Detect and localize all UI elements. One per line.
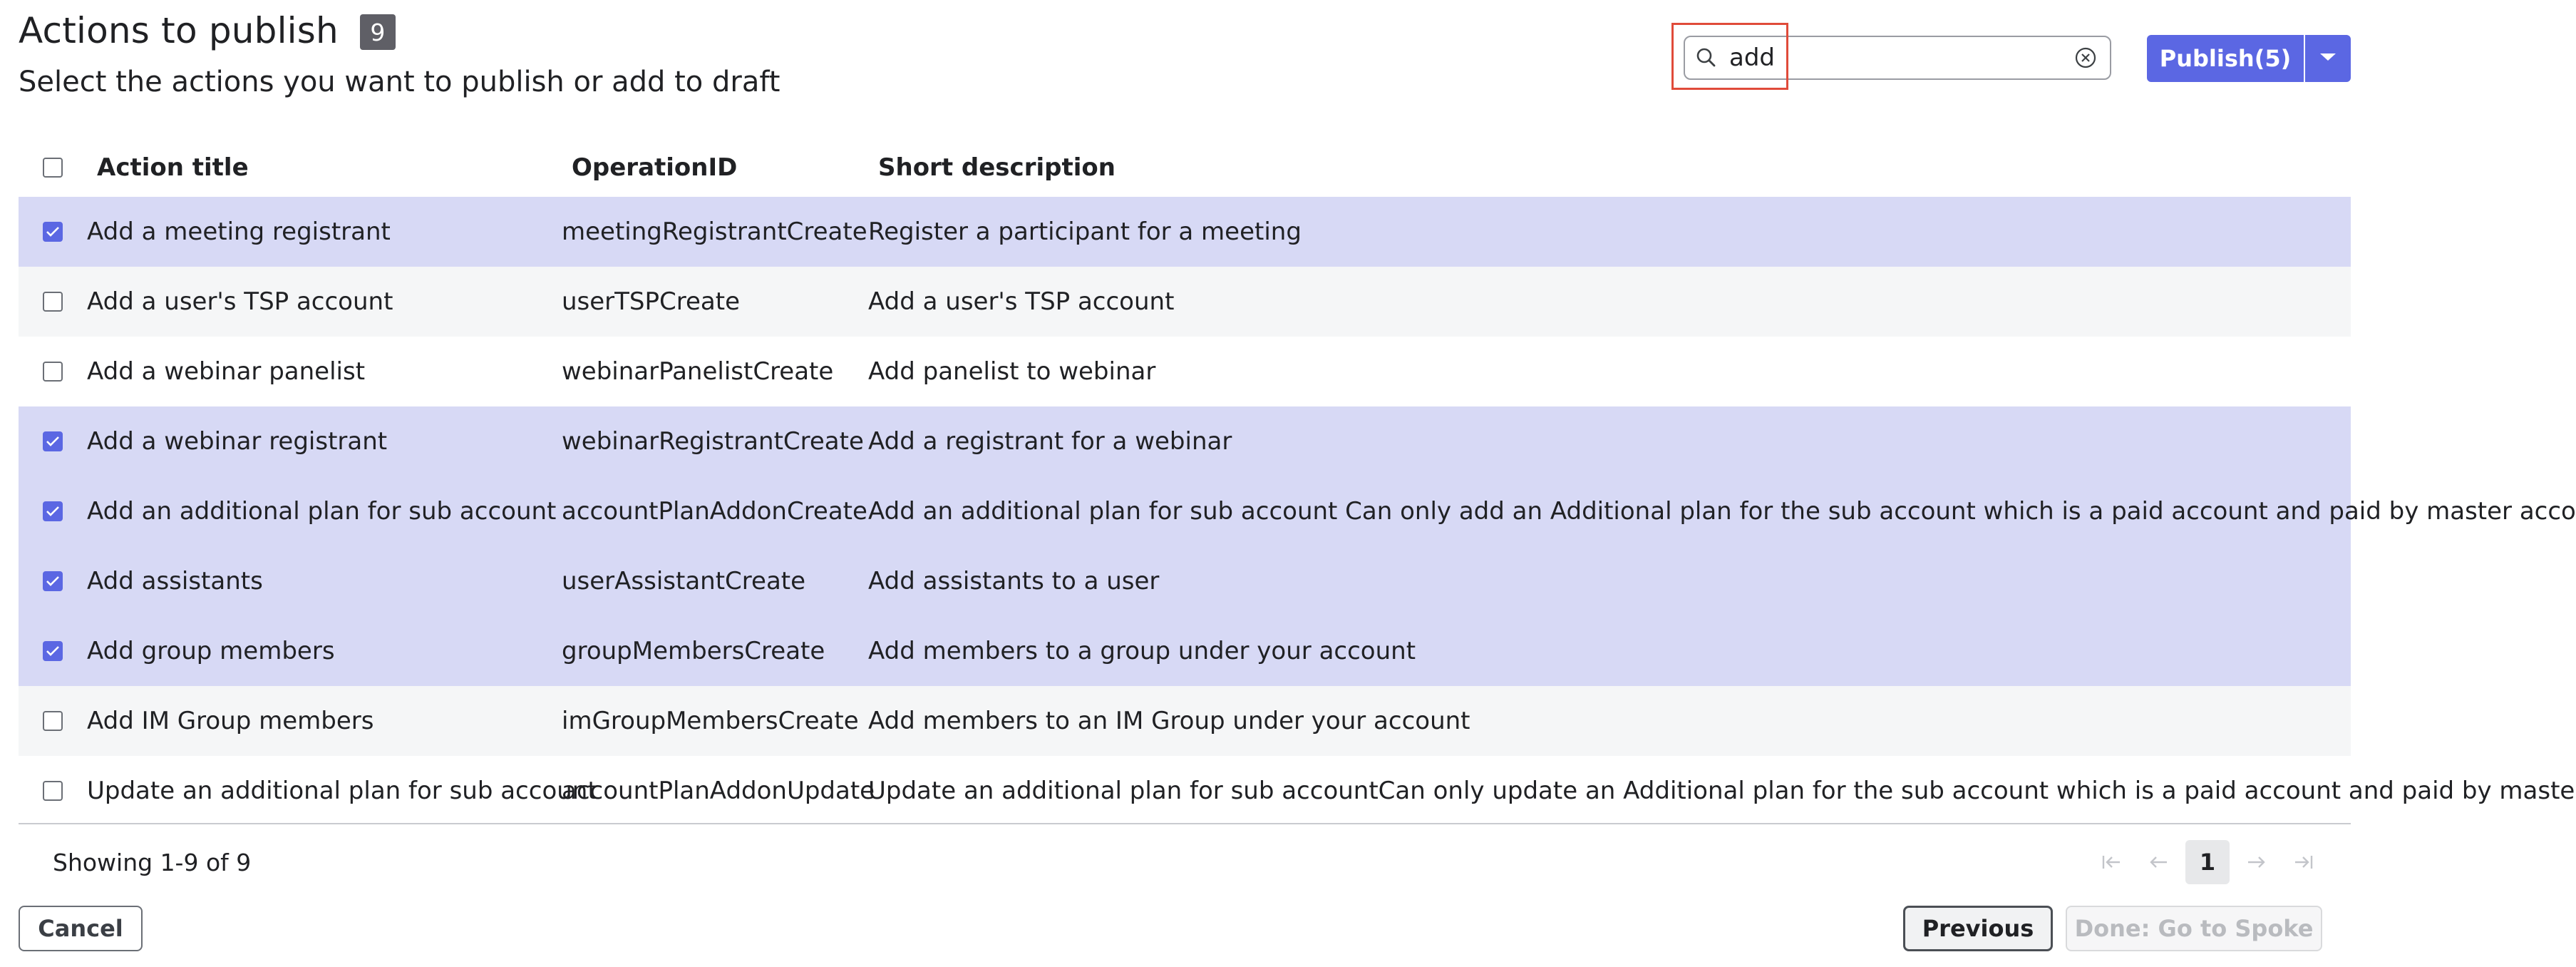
action-title-cell: Update an additional plan for sub account bbox=[87, 777, 597, 805]
action-title-cell: Add an additional plan for sub account bbox=[87, 497, 557, 526]
row-checkbox[interactable] bbox=[43, 571, 63, 591]
short-description-cell: Add members to a group under your account bbox=[868, 637, 1416, 665]
table-row[interactable] bbox=[19, 686, 2351, 756]
operation-id-cell: imGroupMembersCreate bbox=[562, 707, 859, 735]
operation-id-cell: groupMembersCreate bbox=[562, 637, 825, 665]
action-title-cell: Add IM Group members bbox=[87, 707, 374, 735]
table-divider bbox=[19, 823, 2351, 824]
action-title-cell: Add a meeting registrant bbox=[87, 218, 391, 246]
next-page-icon[interactable] bbox=[2237, 842, 2277, 882]
page-number-button[interactable]: 1 bbox=[2185, 840, 2230, 884]
row-checkbox-cell bbox=[19, 362, 87, 382]
short-description-cell: Update an additional plan for sub accountCan only update an Additional plan for the sub account which is a paid account and paid by maste bbox=[868, 777, 2575, 805]
clear-search-icon[interactable] bbox=[2071, 46, 2100, 69]
row-checkbox[interactable] bbox=[43, 501, 63, 521]
table-row[interactable] bbox=[19, 546, 2351, 616]
short-description-cell: Add assistants to a user bbox=[868, 567, 1160, 595]
operation-id-cell: accountPlanAddonUpdate bbox=[562, 777, 875, 805]
row-checkbox[interactable] bbox=[43, 781, 63, 801]
table-row[interactable] bbox=[19, 476, 2576, 546]
short-description-cell: Add a registrant for a webinar bbox=[868, 427, 1232, 456]
action-title-cell: Add a user's TSP account bbox=[87, 287, 393, 316]
table-row[interactable] bbox=[19, 267, 2351, 337]
column-header-action-title[interactable]: Action title bbox=[97, 153, 249, 182]
table-header bbox=[19, 138, 2351, 197]
action-title-cell: Add a webinar panelist bbox=[87, 357, 366, 386]
short-description-cell: Add panelist to webinar bbox=[868, 357, 1156, 386]
row-checkbox-cell bbox=[19, 292, 87, 312]
row-checkbox[interactable] bbox=[43, 711, 63, 731]
short-description-cell: Add an additional plan for sub account Can only add an Additional plan for the sub account which is a paid account and paid by master acco bbox=[868, 497, 2576, 526]
checkmark-icon bbox=[46, 645, 60, 657]
prev-page-icon[interactable] bbox=[2138, 842, 2178, 882]
row-checkbox-cell bbox=[19, 711, 87, 731]
title-row bbox=[19, 10, 396, 51]
row-checkbox-cell bbox=[19, 571, 87, 591]
publish-menu-button[interactable] bbox=[2305, 35, 2351, 82]
last-page-icon[interactable] bbox=[2284, 842, 2324, 882]
table-body bbox=[19, 197, 2576, 826]
short-description-cell: Add members to an IM Group under your account bbox=[868, 707, 1470, 735]
checkmark-icon bbox=[46, 575, 60, 587]
table-row[interactable] bbox=[19, 406, 2351, 476]
publish-split-button bbox=[2147, 35, 2351, 82]
row-checkbox[interactable] bbox=[43, 222, 63, 242]
pagination bbox=[2091, 840, 2324, 884]
row-checkbox[interactable] bbox=[43, 641, 63, 661]
table-row[interactable] bbox=[19, 616, 2351, 686]
column-header-operation-id[interactable]: OperationID bbox=[572, 153, 738, 182]
row-checkbox-cell bbox=[19, 641, 87, 661]
operation-id-cell: webinarRegistrantCreate bbox=[562, 427, 864, 456]
operation-id-cell: accountPlanAddonCreate bbox=[562, 497, 867, 526]
count-badge: 9 bbox=[360, 14, 396, 50]
select-all-checkbox[interactable] bbox=[43, 158, 63, 178]
row-checkbox[interactable] bbox=[43, 362, 63, 382]
table-row[interactable] bbox=[19, 756, 2575, 826]
operation-id-cell: userTSPCreate bbox=[562, 287, 740, 316]
actions-table bbox=[19, 138, 2576, 826]
checkmark-icon bbox=[46, 506, 60, 517]
row-checkbox-cell bbox=[19, 431, 87, 451]
publish-button[interactable]: Publish(5) bbox=[2147, 35, 2304, 82]
cancel-button[interactable]: Cancel bbox=[19, 906, 143, 951]
action-title-cell: Add assistants bbox=[87, 567, 263, 595]
row-checkbox[interactable] bbox=[43, 431, 63, 451]
operation-id-cell: userAssistantCreate bbox=[562, 567, 806, 595]
checkmark-icon bbox=[46, 436, 60, 447]
checkmark-icon bbox=[46, 226, 60, 237]
page-title: Actions to publish bbox=[19, 10, 339, 51]
operation-id-cell: meetingRegistrantCreate bbox=[562, 218, 867, 246]
action-title-cell: Add a webinar registrant bbox=[87, 427, 388, 456]
row-checkbox-cell bbox=[19, 501, 87, 521]
row-checkbox-cell bbox=[19, 222, 87, 242]
done-go-to-spoke-button[interactable]: Done: Go to Spoke bbox=[2066, 906, 2322, 951]
row-checkbox[interactable] bbox=[43, 292, 63, 312]
short-description-cell: Register a participant for a meeting bbox=[868, 218, 1302, 246]
table-row[interactable] bbox=[19, 337, 2351, 406]
short-description-cell: Add a user's TSP account bbox=[868, 287, 1175, 316]
operation-id-cell: webinarPanelistCreate bbox=[562, 357, 834, 386]
first-page-icon[interactable] bbox=[2091, 842, 2131, 882]
row-checkbox-cell bbox=[19, 781, 87, 801]
previous-button[interactable]: Previous bbox=[1903, 906, 2053, 951]
showing-count: Showing 1-9 of 9 bbox=[53, 849, 252, 876]
table-row[interactable] bbox=[19, 197, 2351, 267]
column-header-short-description[interactable]: Short description bbox=[878, 153, 1116, 182]
chevron-down-icon bbox=[2319, 51, 2337, 66]
select-all-cell bbox=[19, 158, 87, 178]
page-subtitle: Select the actions you want to publish or add to draft bbox=[19, 66, 780, 98]
action-title-cell: Add group members bbox=[87, 637, 335, 665]
search-highlight-box bbox=[1671, 23, 1788, 90]
